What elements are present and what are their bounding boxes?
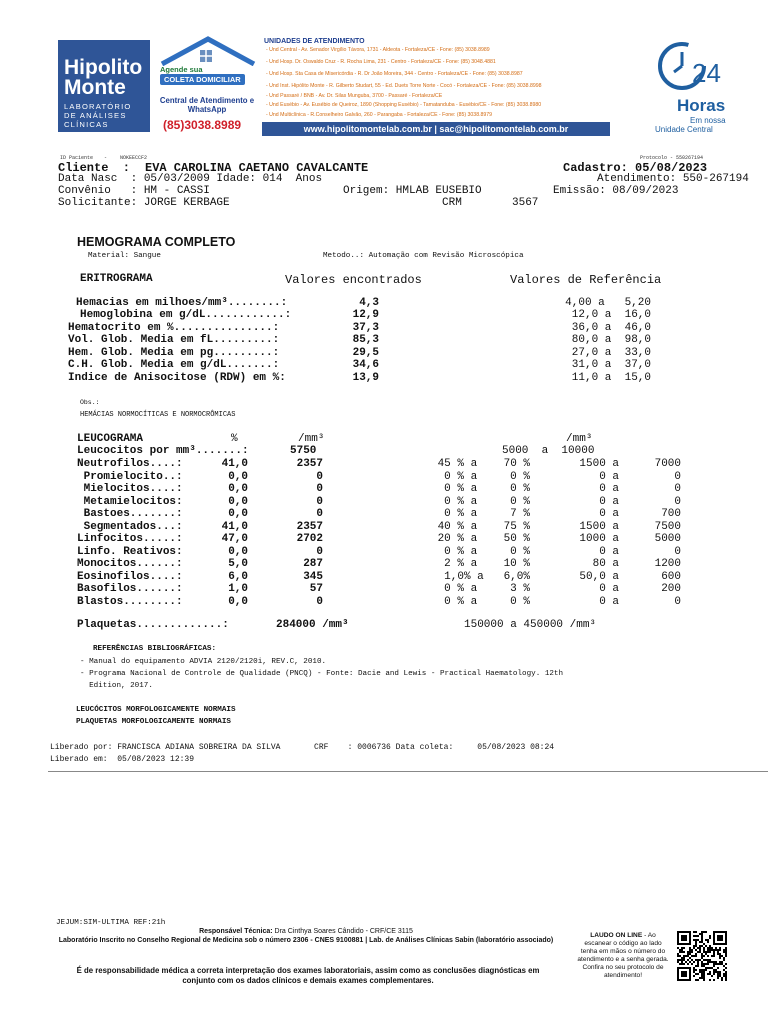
leuco-abs: 2702 — [296, 533, 323, 545]
horas-label: Horas — [677, 96, 726, 115]
leuco-abs-ref-min: 1500 a — [579, 521, 619, 533]
solicitante: Solicitante: JORGE KERBAGE — [58, 197, 230, 209]
leuco-abs-ref-min: 0 a — [599, 496, 619, 508]
logo-sub3: CLÍNICAS — [64, 120, 109, 129]
leuco-abs-ref-min: 0 a — [599, 471, 619, 483]
leuco-pct: 5,0 — [228, 558, 248, 570]
pct-header: % — [231, 433, 238, 445]
leuco-pct: 6,0 — [228, 571, 248, 583]
leuco-abs-ref-max: 600 — [661, 571, 681, 583]
eritro-value: 34,6 — [352, 359, 379, 371]
unit-line: - Und Passaré / BNB - Av. Dr. Silas Munguba, 3700 - Passaré - Fortaleza/CE — [266, 93, 443, 99]
leuco-abs-ref-max: 200 — [661, 583, 681, 595]
cadastro: Cadastro: 05/08/2023 — [563, 161, 708, 175]
leuco-label: Blastos........: — [77, 596, 183, 608]
note-leucocitos: LEUCÓCITOS MORFOLOGICAMENTE NORMAIS — [76, 706, 236, 714]
leuco-label: Bastoes.......: — [77, 508, 183, 520]
unit-line: - Und Multiclínica - R.Conselheiro Galvão, 260 - Parangaba - Fortaleza/CE - Fone: (85) 3038.8979 — [266, 112, 493, 118]
em-nossa-label: Em nossa — [690, 116, 726, 125]
laudo-title: LAUDO ON LINE — [590, 932, 643, 939]
leuco-abs: 0 — [316, 546, 323, 558]
leuco-abs: 345 — [303, 571, 323, 583]
leuco-abs-ref-min: 0 a — [599, 483, 619, 495]
logo-line2: Monte — [64, 76, 126, 99]
leuco-abs: 0 — [316, 496, 323, 508]
divider — [48, 771, 768, 772]
eritro-value: 29,5 — [352, 347, 379, 359]
id-paciente-label: ID Paciente — [60, 155, 94, 161]
cliente-name: EVA CAROLINA CAETANO CAVALCANTE — [145, 161, 369, 175]
leuco-pct: 0,0 — [228, 596, 248, 608]
unit-line: - Und Hosp. Sta Casa de Misericórdia - R. Dr João Moreira, 344 - Centro - Fortaleza/CE - Fone: (85) 3038.8987 — [266, 71, 523, 77]
leuco-label: Linfo. Reativos: — [77, 546, 183, 558]
coleta-domiciliar-badge: COLETA DOMICILIAR — [160, 74, 245, 85]
leuco-label: Mielocitos....: — [77, 483, 183, 495]
leuco-abs: 0 — [316, 483, 323, 495]
leuco-abs-ref-min: 0 a — [599, 583, 619, 595]
units-title: UNIDADES DE ATENDIMENTO — [264, 38, 365, 45]
clock-24h-icon — [652, 38, 722, 98]
clock-24-label: 24 — [692, 58, 721, 88]
liberado-por: Liberado por: FRANCISCA ADIANA SOBREIRA DA SILVA CRF : 0006736 Data coleta: 05/08/2023 08:24 — [50, 743, 555, 752]
leucocitos-total-value: 5750 — [290, 445, 317, 457]
unit-line: - Und Central - Av. Senador Virgílio Távora, 1731 - Aldeota - Fortaleza/CE - Fone: (85) 3038.8989 — [266, 47, 490, 53]
leuco-pct: 41,0 — [221, 521, 248, 533]
eritro-ref: 36,0 a 46,0 — [571, 322, 651, 334]
ref-1: - Manual do equipamento ADVIA 2120/2120i, REV.C, 2010. — [80, 658, 327, 666]
leuco-pct: 0,0 — [228, 483, 248, 495]
leuco-abs-ref-max: 5000 — [654, 533, 681, 545]
leuco-abs: 0 — [316, 508, 323, 520]
leuco-pct-ref: 0 % a 0 % — [444, 596, 530, 608]
ref-2: - Programa Nacional de Controle de Qualidade (PNCQ) - Fonte: Dacie and Lewis - Practical Haematology. 12th — [80, 670, 564, 678]
leuco-pct: 0,0 — [228, 508, 248, 520]
data-nascimento: Data Nasc : 05/03/2009 Idade: 014 Anos — [58, 173, 323, 185]
eritro-value: 12,9 — [352, 309, 379, 321]
eritro-ref: 11,0 a 15,0 — [571, 372, 651, 384]
website-email-bar: www.hipolitomontelab.com.br | sac@hipolitomontelab.com.br — [262, 122, 610, 136]
mm3-header: /mm³ — [298, 433, 325, 445]
leuco-abs: 57 — [309, 583, 323, 595]
lab-inscrito: Laboratório Inscrito no Conselho Regional de Medicina sob o número 2306 - CNES 9100881 | Lab. de Análises Clínicas Sabin (laboratório associado) — [58, 937, 554, 944]
leuco-abs-ref-max: 700 — [661, 508, 681, 520]
leuco-pct-ref: 2 % a 10 % — [444, 558, 530, 570]
leuco-label: Eosinofilos....: — [77, 571, 183, 583]
leuco-pct-ref: 0 % a 0 % — [444, 483, 530, 495]
qr-code-icon[interactable] — [677, 931, 727, 981]
leuco-abs-ref-max: 0 — [674, 546, 681, 558]
logo-line1: Hipolito — [64, 56, 143, 79]
liberado-em: Liberado em: 05/08/2023 12:39 — [50, 755, 195, 764]
eritro-value: 85,3 — [352, 334, 379, 346]
eritro-label: Hem. Glob. Media em pg.........: — [68, 347, 280, 359]
leuco-pct: 0,0 — [228, 471, 248, 483]
logo-sub1: LABORATÓRIO — [64, 102, 132, 111]
leuco-label: Segmentados...: — [77, 521, 183, 533]
eritro-ref: 31,0 a 37,0 — [571, 359, 651, 371]
crm-value: 3567 — [512, 197, 539, 209]
leuco-abs-ref-min: 1500 a — [579, 458, 619, 470]
leuco-pct-ref: 1,0% a 6,0% — [444, 571, 530, 583]
obs-label: Obs.: — [80, 399, 100, 406]
eritro-value: 37,3 — [352, 322, 379, 334]
eritro-ref: 27,0 a 33,0 — [571, 347, 651, 359]
leuco-pct-ref: 0 % a 0 % — [444, 546, 530, 558]
leuco-abs-ref-max: 0 — [674, 471, 681, 483]
eritro-label: Hemacias em milhoes/mm³........: — [76, 297, 288, 309]
leuco-pct-ref: 0 % a 7 % — [444, 508, 530, 520]
leuco-abs-ref-min: 1000 a — [579, 533, 619, 545]
leuco-abs-ref-min: 50,0 a — [579, 571, 619, 583]
note-plaquetas: PLAQUETAS MORFOLOGICAMENTE NORMAIS — [76, 718, 231, 726]
leuco-pct: 0,0 — [228, 496, 248, 508]
unidade-central-label: Unidade Central — [655, 125, 713, 134]
leuco-abs-ref-min: 0 a — [599, 508, 619, 520]
eritro-ref: 80,0 a 98,0 — [571, 334, 651, 346]
laudo-text: - Ao escanear o código ao lado tenha em mãos o número do atendimento e a senha gerada. Confira no seu protocolo de atendimento! — [577, 932, 669, 979]
origem: Origem: HMLAB EUSEBIO — [343, 185, 482, 197]
leuco-label: Metamielocitos: — [77, 496, 183, 508]
eritro-ref: 12,0 a 16,0 — [571, 309, 651, 321]
leuco-abs-ref-min: 80 a — [592, 558, 619, 570]
leucocitos-total-label: Leucocitos por mm³.......: — [77, 445, 249, 457]
leuco-abs: 0 — [316, 471, 323, 483]
leuco-label: Monocitos......: — [77, 558, 183, 570]
valores-encontrados-header: Valores encontrados — [285, 273, 422, 287]
leuco-pct: 1,0 — [228, 583, 248, 595]
leuco-abs-ref-max: 0 — [674, 496, 681, 508]
plaquetas-ref: 150000 a 450000 /mm³ — [464, 619, 597, 631]
responsavel-tecnica — [46, 927, 566, 945]
eritro-label: Vol. Glob. Media em fL.........: — [68, 334, 280, 346]
leuco-abs: 287 — [303, 558, 323, 570]
house-icon — [160, 36, 256, 66]
unit-line: - Und Hosp. Dr. Oswaldo Cruz - R. Rocha Lima, 231 - Centro - Fortaleza/CE - Fone: (85) 3048.4881 — [266, 59, 496, 65]
leuco-pct: 47,0 — [221, 533, 248, 545]
atendimento: Atendimento: 550-267194 — [597, 173, 749, 185]
eritro-label: Indice de Anisocitose (RDW) em %: — [68, 372, 286, 384]
eritro-label: Hematocrito em %...............: — [68, 322, 280, 334]
hipolito-monte-logo — [58, 40, 150, 132]
plaquetas-value: 284000 /mm³ — [276, 619, 349, 631]
eritro-value: 13,9 — [352, 372, 379, 384]
laudo-online — [577, 932, 669, 980]
leuco-label: Neutrofilos....: — [77, 458, 183, 470]
leuco-pct-ref: 40 % a 75 % — [437, 521, 530, 533]
leuco-label: Promielocito..: — [77, 471, 183, 483]
leuco-pct-ref: 20 % a 50 % — [437, 533, 530, 545]
eritro-value: 4,3 — [359, 297, 379, 309]
eritro-label: C.H. Glob. Media em g/dL.......: — [68, 359, 280, 371]
leuco-pct-ref: 0 % a 0 % — [444, 496, 530, 508]
leuco-abs: 2357 — [296, 458, 323, 470]
leuco-label: Basofilos......: — [77, 583, 183, 595]
material: Material: Sangue — [88, 252, 161, 260]
leuco-abs-ref-min: 0 a — [599, 546, 619, 558]
leuco-abs: 2357 — [296, 521, 323, 533]
unit-line: - Und Inst. Hipólito Monte - R. Gilberto Studart, 55 - Ed. Duets Torre Norte - Cocó - Fortaleza/CE - Fone: (85) 3038.8998 — [266, 83, 542, 89]
leuco-abs-ref-max: 1200 — [654, 558, 681, 570]
eritro-ref: 4,00 a 5,20 — [565, 297, 651, 309]
refs-title: REFERÊNCIAS BIBLIOGRÁFICAS: — [93, 645, 217, 653]
leuco-abs-ref-min: 0 a — [599, 596, 619, 608]
leuco-pct-ref: 45 % a 70 % — [437, 458, 530, 470]
emissao: Emissão: 08/09/2023 — [553, 185, 679, 197]
metodo: Metodo..: Automação com Revisão Microscópica — [323, 252, 524, 260]
central-atendimento: Central de Atendimento e WhatsApp — [159, 96, 255, 114]
ref-2b: Edition, 2017. — [80, 682, 153, 690]
leuco-pct: 0,0 — [228, 546, 248, 558]
logo-sub2: DE ANÁLISES — [64, 111, 127, 120]
leuco-abs-ref-max: 7500 — [654, 521, 681, 533]
plaquetas-label: Plaquetas.............: — [77, 619, 229, 631]
leucocitos-total-ref: 5000 a 10000 — [502, 445, 595, 457]
leuco-pct-ref: 0 % a 3 % — [444, 583, 530, 595]
leuco-abs-ref-max: 7000 — [654, 458, 681, 470]
leuco-pct-ref: 0 % a 0 % — [444, 471, 530, 483]
leuco-pct: 41,0 — [221, 458, 248, 470]
crm-label: CRM — [442, 197, 462, 209]
phone-number: (85)3038.8989 — [163, 118, 242, 132]
unit-line: - Und Eusébio - Av. Eusébio de Queiroz, 1890 (Shopping Eusébio) - Tamatanduba - Eusébio/CE - Fone: (85) 3038.8980 — [266, 102, 542, 108]
protocolo: Protocolo - 550267194 — [640, 155, 704, 161]
id-separator: - — [104, 155, 108, 161]
cliente-label: Cliente : — [58, 161, 138, 175]
obs-text: HEMÁCIAS NORMOCÍTICAS E NORMOCRÔMICAS — [80, 411, 236, 419]
leucograma-title: LEUCOGRAMA — [77, 433, 144, 445]
valores-referencia-header: Valores de Referência — [510, 273, 662, 287]
eritrograma-title: ERITROGRAMA — [80, 273, 153, 285]
leuco-abs: 0 — [316, 596, 323, 608]
leuco-abs-ref-max: 0 — [674, 596, 681, 608]
jejum: JEJUM:SIM-ULTIMA REF:21h — [56, 919, 166, 927]
disclaimer-note: É de responsabilidade médica a correta interpretação dos exames laboratoriais, assim como as conclusões diagnósticas em conjunto com os dados clínicos e demais exames complementares. — [76, 966, 540, 985]
resp-label: Responsável Técnica: — [199, 928, 273, 935]
exam-title: HEMOGRAMA COMPLETO — [77, 235, 236, 249]
resp-value: Dra Cinthya Soares Cândido - CRF/CE 3115 — [272, 928, 413, 935]
agende-text: Agende sua — [160, 65, 203, 74]
mm3-ref-header: /mm³ — [566, 433, 593, 445]
leuco-abs-ref-max: 0 — [674, 483, 681, 495]
id-paciente-value: NOKEECCF2 — [120, 155, 148, 161]
convenio: Convênio : HM - CASSI — [58, 185, 210, 197]
leuco-label: Linfocitos.....: — [77, 533, 183, 545]
eritro-label: Hemoglobina em g/dL............: — [80, 309, 292, 321]
